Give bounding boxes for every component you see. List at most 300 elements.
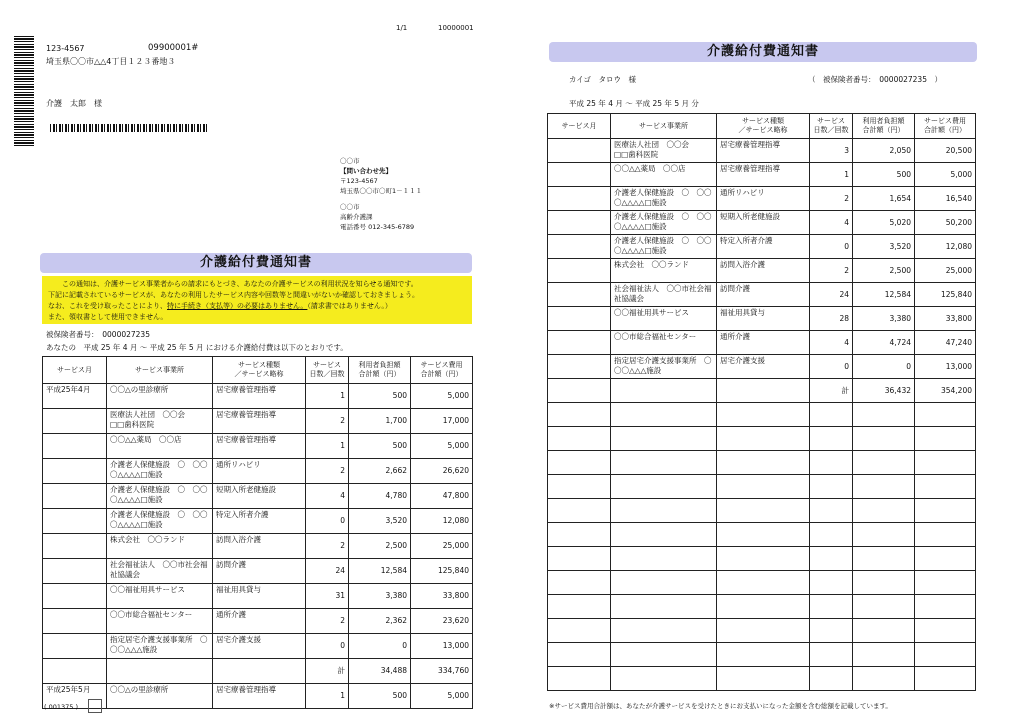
- cell-days: 計: [810, 379, 853, 403]
- cell-total-cost: 25,000: [915, 259, 976, 283]
- cell-user-cost: 36,432: [853, 379, 915, 403]
- cell-days: 1: [306, 684, 349, 709]
- cell-provider: 社会福祉法人 〇〇市社会福祉協議会: [107, 559, 213, 584]
- empty-table-row: [548, 619, 976, 643]
- cell-month: [43, 459, 107, 484]
- notice-box: [42, 276, 472, 324]
- empty-cell: [915, 403, 976, 427]
- document-number: 10000001: [438, 24, 474, 32]
- cell-service: 訪問入浴介護: [213, 534, 306, 559]
- empty-cell: [548, 619, 611, 643]
- cell-service: 短期入所老健施設: [717, 211, 810, 235]
- cell-user-cost: 34,488: [349, 659, 411, 684]
- empty-cell: [717, 667, 810, 691]
- empty-cell: [717, 451, 810, 475]
- cell-service: 訪問入浴介護: [717, 259, 810, 283]
- cell-month: [548, 259, 611, 283]
- cell-total-cost: 5,000: [411, 384, 473, 409]
- cell-total-cost: 125,840: [915, 283, 976, 307]
- table-row: [43, 484, 473, 509]
- notice-line-3b: 特に手続き（支払等）の必要はありません。: [167, 302, 308, 310]
- empty-table-row: [548, 547, 976, 571]
- cell-days: 0: [306, 509, 349, 534]
- cell-total-cost: 50,200: [915, 211, 976, 235]
- cell-provider: 介護老人保健施設 〇 〇〇〇△△△△□施設: [611, 235, 717, 259]
- table-row: [43, 384, 473, 409]
- empty-cell: [717, 403, 810, 427]
- cell-month: [548, 307, 611, 331]
- left-benefit-table: [42, 356, 473, 709]
- cell-provider: 〇〇福祉用具サービス: [611, 307, 717, 331]
- empty-cell: [810, 499, 853, 523]
- inquiry-postal: 〒123-4567: [340, 177, 378, 185]
- cell-days: 1: [810, 163, 853, 187]
- empty-cell: [611, 403, 717, 427]
- cell-total-cost: 5,000: [411, 434, 473, 459]
- table-row: [43, 409, 473, 434]
- customer-barcode: [50, 124, 208, 132]
- cell-provider: 指定居宅介護支援事業所 〇〇〇△△△施設: [107, 634, 213, 659]
- footer-id: ( 001375 ): [44, 703, 79, 711]
- empty-cell: [717, 595, 810, 619]
- empty-cell: [611, 547, 717, 571]
- cell-user-cost: 3,520: [349, 509, 411, 534]
- cell-service: 居宅療養管理指導: [213, 384, 306, 409]
- cell-user-cost: 0: [853, 355, 915, 379]
- header-kind: サービス種類 ／サービス略称: [717, 114, 810, 139]
- empty-cell: [853, 571, 915, 595]
- page-number: 1/1: [396, 24, 408, 32]
- table-row: [548, 139, 976, 163]
- cell-service: 訪問介護: [717, 283, 810, 307]
- table-row: [43, 559, 473, 584]
- empty-cell: [810, 595, 853, 619]
- cell-provider: 〇〇福祉用具サービス: [107, 584, 213, 609]
- cell-days: 31: [306, 584, 349, 609]
- cell-days: 24: [306, 559, 349, 584]
- cell-total-cost: 13,000: [915, 355, 976, 379]
- empty-cell: [717, 571, 810, 595]
- inquiry-address: 埼玉県〇〇市〇町1－１１１: [340, 187, 423, 195]
- table-row: [548, 283, 976, 307]
- cell-total-cost: 334,760: [411, 659, 473, 684]
- empty-cell: [853, 667, 915, 691]
- empty-cell: [548, 475, 611, 499]
- cell-total-cost: 17,000: [411, 409, 473, 434]
- table-row: [43, 434, 473, 459]
- cell-month: [43, 634, 107, 659]
- empty-cell: [810, 523, 853, 547]
- empty-cell: [853, 427, 915, 451]
- insured-number: 被保険者番号： 0000027235: [46, 330, 150, 339]
- empty-cell: [810, 451, 853, 475]
- cell-days: 1: [306, 384, 349, 409]
- cell-provider: [107, 659, 213, 684]
- cell-service: 福祉用具貸与: [717, 307, 810, 331]
- empty-cell: [915, 643, 976, 667]
- cell-provider: 株式会社 〇〇ランド: [107, 534, 213, 559]
- cell-month: 平成25年4月: [43, 384, 107, 409]
- cell-total-cost: 47,800: [411, 484, 473, 509]
- cell-provider: 〇〇△△薬局 〇〇店: [611, 163, 717, 187]
- table-row: [43, 459, 473, 484]
- cell-month: [43, 534, 107, 559]
- period-statement: あなたの 平成 25 年 4 月 ～ 平成 25 年 5 月 における介護給付費は以下のとおりです。: [46, 343, 348, 352]
- empty-table-row: [548, 403, 976, 427]
- empty-cell: [717, 499, 810, 523]
- cell-service: 居宅療養管理指導: [717, 139, 810, 163]
- cell-month: [43, 659, 107, 684]
- barcode-graphic: [14, 36, 34, 146]
- recipient-address: 埼玉県〇〇市△△4丁目１２３番地３: [46, 57, 176, 66]
- empty-cell: [810, 427, 853, 451]
- cell-provider: [611, 379, 717, 403]
- cell-service: 居宅介護支援: [717, 355, 810, 379]
- cell-provider: 社会福祉法人 〇〇市社会福祉協議会: [611, 283, 717, 307]
- cell-month: [548, 139, 611, 163]
- inquiry-dept: 高齢介護課: [340, 213, 373, 221]
- header-month: サービス月: [43, 357, 107, 384]
- table-row: [43, 509, 473, 534]
- cell-total-cost: 12,080: [915, 235, 976, 259]
- empty-table-row: [548, 643, 976, 667]
- cell-total-cost: 16,540: [915, 187, 976, 211]
- cell-total-cost: 33,800: [411, 584, 473, 609]
- cell-service: 福祉用具貸与: [213, 584, 306, 609]
- empty-cell: [915, 571, 976, 595]
- table-header-row: [548, 114, 976, 139]
- cell-user-cost: 500: [349, 384, 411, 409]
- empty-cell: [548, 499, 611, 523]
- cell-service: 通所介護: [717, 331, 810, 355]
- empty-cell: [717, 619, 810, 643]
- cell-user-cost: 2,050: [853, 139, 915, 163]
- empty-cell: [611, 499, 717, 523]
- empty-cell: [810, 571, 853, 595]
- empty-cell: [611, 643, 717, 667]
- cell-total-cost: 23,620: [411, 609, 473, 634]
- cell-days: 0: [810, 235, 853, 259]
- cell-month: [548, 355, 611, 379]
- cell-provider: 〇〇△△薬局 〇〇店: [107, 434, 213, 459]
- empty-cell: [717, 427, 810, 451]
- cell-service: 短期入所老健施設: [213, 484, 306, 509]
- cell-days: 24: [810, 283, 853, 307]
- empty-cell: [915, 475, 976, 499]
- empty-cell: [611, 523, 717, 547]
- cell-user-cost: 500: [349, 684, 411, 709]
- empty-cell: [853, 499, 915, 523]
- cell-service: 通所介護: [213, 609, 306, 634]
- stamp-mark: [88, 699, 102, 713]
- cell-provider: 〇〇△の里診療所: [107, 384, 213, 409]
- empty-cell: [853, 619, 915, 643]
- empty-cell: [548, 667, 611, 691]
- right-insured-number: （ 被保険者番号： 0000027235 ）: [808, 75, 942, 84]
- cell-total-cost: 26,620: [411, 459, 473, 484]
- cell-service: 特定入所者介護: [717, 235, 810, 259]
- empty-cell: [915, 427, 976, 451]
- cell-provider: 指定居宅介護支援事業所 〇〇〇△△△施設: [611, 355, 717, 379]
- cell-days: 2: [306, 409, 349, 434]
- cell-service: 訪問介護: [213, 559, 306, 584]
- cell-days: 4: [810, 331, 853, 355]
- right-benefit-table: [547, 113, 976, 691]
- postal-code: 123-4567: [46, 44, 85, 53]
- cell-provider: 介護老人保健施設 〇 〇〇〇△△△△□施設: [107, 459, 213, 484]
- cell-user-cost: 2,662: [349, 459, 411, 484]
- cell-month: [43, 409, 107, 434]
- cell-total-cost: 33,800: [915, 307, 976, 331]
- empty-cell: [548, 643, 611, 667]
- empty-cell: [717, 475, 810, 499]
- notice-line-1: この通知は、介護サービス事業者からの請求にもとづき、あなたの介護サービスの利用状況を知らせる通知です。: [62, 280, 418, 288]
- cell-month: [43, 609, 107, 634]
- cell-total-cost: 125,840: [411, 559, 473, 584]
- cell-provider: 〇〇市総合福祉センター: [107, 609, 213, 634]
- cell-month: [548, 283, 611, 307]
- cell-total-cost: 5,000: [915, 163, 976, 187]
- cell-days: 2: [306, 459, 349, 484]
- empty-cell: [853, 523, 915, 547]
- cell-provider: 介護老人保健施設 〇 〇〇〇△△△△□施設: [107, 484, 213, 509]
- cell-user-cost: 4,780: [349, 484, 411, 509]
- cell-month: [548, 211, 611, 235]
- cell-user-cost: 500: [349, 434, 411, 459]
- cell-user-cost: 2,500: [349, 534, 411, 559]
- table-row: [43, 584, 473, 609]
- empty-cell: [717, 547, 810, 571]
- cell-month: [43, 559, 107, 584]
- cell-service: 居宅療養管理指導: [213, 409, 306, 434]
- empty-cell: [915, 595, 976, 619]
- header-user-cost: 利用者負担額 合計額（円）: [349, 357, 411, 384]
- empty-cell: [853, 595, 915, 619]
- cell-service: 通所リハビリ: [213, 459, 306, 484]
- cell-provider: 医療法人社団 〇〇会 □□歯科医院: [611, 139, 717, 163]
- table-row: [548, 163, 976, 187]
- cell-month: [548, 331, 611, 355]
- cell-days: 3: [810, 139, 853, 163]
- table-row: [548, 331, 976, 355]
- cell-days: 1: [306, 434, 349, 459]
- empty-table-row: [548, 475, 976, 499]
- customer-code: 09900001#: [148, 43, 199, 53]
- empty-cell: [548, 451, 611, 475]
- table-header-row: [43, 357, 473, 384]
- empty-cell: [810, 403, 853, 427]
- cell-user-cost: 12,584: [349, 559, 411, 584]
- empty-cell: [810, 643, 853, 667]
- table-row: [43, 534, 473, 559]
- cell-month: 平成25年5月: [43, 684, 107, 709]
- cell-total-cost: 25,000: [411, 534, 473, 559]
- cell-user-cost: 0: [349, 634, 411, 659]
- empty-cell: [548, 547, 611, 571]
- cell-provider: 介護老人保健施設 〇 〇〇〇△△△△□施設: [107, 509, 213, 534]
- inquiry-city-2: 〇〇市: [340, 203, 360, 211]
- empty-cell: [853, 475, 915, 499]
- empty-cell: [717, 643, 810, 667]
- empty-table-row: [548, 595, 976, 619]
- empty-cell: [548, 595, 611, 619]
- empty-cell: [611, 667, 717, 691]
- empty-cell: [548, 523, 611, 547]
- table-row: [43, 609, 473, 634]
- cell-service: 特定入所者介護: [213, 509, 306, 534]
- table-row: [43, 659, 473, 684]
- header-user-cost: 利用者負担額 合計額（円）: [853, 114, 915, 139]
- empty-cell: [915, 451, 976, 475]
- empty-cell: [611, 427, 717, 451]
- notice-line-4: また、領収書として使用できません。: [48, 313, 168, 321]
- cell-month: [548, 187, 611, 211]
- empty-table-row: [548, 499, 976, 523]
- cell-days: 4: [810, 211, 853, 235]
- cell-days: 2: [306, 534, 349, 559]
- empty-cell: [548, 427, 611, 451]
- cell-days: 0: [306, 634, 349, 659]
- header-month: サービス月: [548, 114, 611, 139]
- cell-total-cost: 20,500: [915, 139, 976, 163]
- empty-cell: [915, 619, 976, 643]
- cell-total-cost: 13,000: [411, 634, 473, 659]
- cell-provider: 〇〇市総合福祉センター: [611, 331, 717, 355]
- cell-user-cost: 12,584: [853, 283, 915, 307]
- cell-user-cost: 5,020: [853, 211, 915, 235]
- empty-cell: [611, 571, 717, 595]
- header-total-cost: サービス費用 合計額（円）: [915, 114, 976, 139]
- cell-service: [717, 379, 810, 403]
- empty-cell: [810, 547, 853, 571]
- cell-days: 計: [306, 659, 349, 684]
- cell-total-cost: 12,080: [411, 509, 473, 534]
- right-page-title: 介護給付費通知書: [549, 42, 977, 62]
- cell-total-cost: 5,000: [411, 684, 473, 709]
- inquiry-city: 〇〇市: [340, 157, 360, 165]
- cell-user-cost: 500: [853, 163, 915, 187]
- cell-provider: 〇〇△の里診療所: [107, 684, 213, 709]
- right-period: 平成 25 年 4 月 ～ 平成 25 年 5 月 分: [569, 99, 699, 108]
- empty-cell: [915, 547, 976, 571]
- empty-table-row: [548, 523, 976, 547]
- table-row: [548, 187, 976, 211]
- cell-days: 2: [810, 187, 853, 211]
- table-row: [548, 355, 976, 379]
- inquiry-phone: 電話番号 012-345-6789: [340, 223, 415, 231]
- empty-cell: [810, 475, 853, 499]
- header-provider: サービス事業所: [611, 114, 717, 139]
- empty-cell: [717, 523, 810, 547]
- left-page-title: 介護給付費通知書: [40, 253, 472, 273]
- empty-cell: [853, 643, 915, 667]
- cell-provider: 株式会社 〇〇ランド: [611, 259, 717, 283]
- cell-month: [43, 509, 107, 534]
- empty-cell: [853, 547, 915, 571]
- notice-line-2: 下記に記載されているサービスが、あなたの利用したサービス内容や回数等と間違いがないか確認しておきましょう。: [48, 291, 419, 299]
- cell-service: 通所リハビリ: [717, 187, 810, 211]
- header-provider: サービス事業所: [107, 357, 213, 384]
- table-row: [43, 634, 473, 659]
- notice-line-3a: なお、これを受け取ったことにより、: [48, 302, 167, 310]
- cell-provider: 介護老人保健施設 〇 〇〇〇△△△△□施設: [611, 187, 717, 211]
- empty-cell: [611, 475, 717, 499]
- cell-days: 4: [306, 484, 349, 509]
- inquiry-block: [340, 156, 422, 232]
- table-row: [548, 379, 976, 403]
- cell-provider: 介護老人保健施設 〇 〇〇〇△△△△□施設: [611, 211, 717, 235]
- empty-cell: [853, 403, 915, 427]
- cell-user-cost: 2,362: [349, 609, 411, 634]
- empty-table-row: [548, 667, 976, 691]
- empty-cell: [611, 451, 717, 475]
- empty-cell: [810, 619, 853, 643]
- cell-service: [213, 659, 306, 684]
- notice-line-3c: （請求書ではありません。）: [307, 302, 392, 310]
- cell-user-cost: 3,380: [349, 584, 411, 609]
- table-row: [548, 211, 976, 235]
- cell-days: 28: [810, 307, 853, 331]
- cell-service: 居宅療養管理指導: [213, 684, 306, 709]
- cell-month: [43, 484, 107, 509]
- recipient-name: 介護 太郎 様: [46, 99, 102, 108]
- cell-user-cost: 4,724: [853, 331, 915, 355]
- cell-user-cost: 1,700: [349, 409, 411, 434]
- cell-month: [43, 584, 107, 609]
- empty-cell: [611, 595, 717, 619]
- table-row: [43, 684, 473, 709]
- header-days: サービス 日数／回数: [810, 114, 853, 139]
- cell-service: 居宅介護支援: [213, 634, 306, 659]
- table-row: [548, 235, 976, 259]
- empty-table-row: [548, 451, 976, 475]
- cell-total-cost: 47,240: [915, 331, 976, 355]
- cell-days: 0: [810, 355, 853, 379]
- cell-service: 居宅療養管理指導: [213, 434, 306, 459]
- cell-user-cost: 2,500: [853, 259, 915, 283]
- empty-cell: [548, 571, 611, 595]
- right-recipient-name: カイゴ タロウ 様: [569, 75, 636, 84]
- empty-cell: [548, 403, 611, 427]
- cell-user-cost: 3,520: [853, 235, 915, 259]
- empty-cell: [915, 667, 976, 691]
- cell-days: 2: [306, 609, 349, 634]
- cell-total-cost: 354,200: [915, 379, 976, 403]
- footnote: ※サービス費用合計額は、あなたが介護サービスを受けたときにお支払いになった金額を含む総額を記載しています。: [549, 702, 892, 710]
- empty-cell: [915, 523, 976, 547]
- empty-cell: [915, 499, 976, 523]
- header-total-cost: サービス費用 合計額（円）: [411, 357, 473, 384]
- table-row: [548, 307, 976, 331]
- cell-month: [548, 379, 611, 403]
- inquiry-label: 【問い合わせ先】: [340, 167, 392, 175]
- cell-month: [548, 163, 611, 187]
- header-kind: サービス種類 ／サービス略称: [213, 357, 306, 384]
- empty-table-row: [548, 571, 976, 595]
- empty-cell: [611, 619, 717, 643]
- empty-cell: [810, 667, 853, 691]
- cell-month: [43, 434, 107, 459]
- cell-user-cost: 1,654: [853, 187, 915, 211]
- cell-month: [548, 235, 611, 259]
- cell-days: 2: [810, 259, 853, 283]
- cell-user-cost: 3,380: [853, 307, 915, 331]
- table-row: [548, 259, 976, 283]
- cell-provider: 医療法人社団 〇〇会 □□歯科医院: [107, 409, 213, 434]
- cell-service: 居宅療養管理指導: [717, 163, 810, 187]
- empty-table-row: [548, 427, 976, 451]
- header-days: サービス 日数／回数: [306, 357, 349, 384]
